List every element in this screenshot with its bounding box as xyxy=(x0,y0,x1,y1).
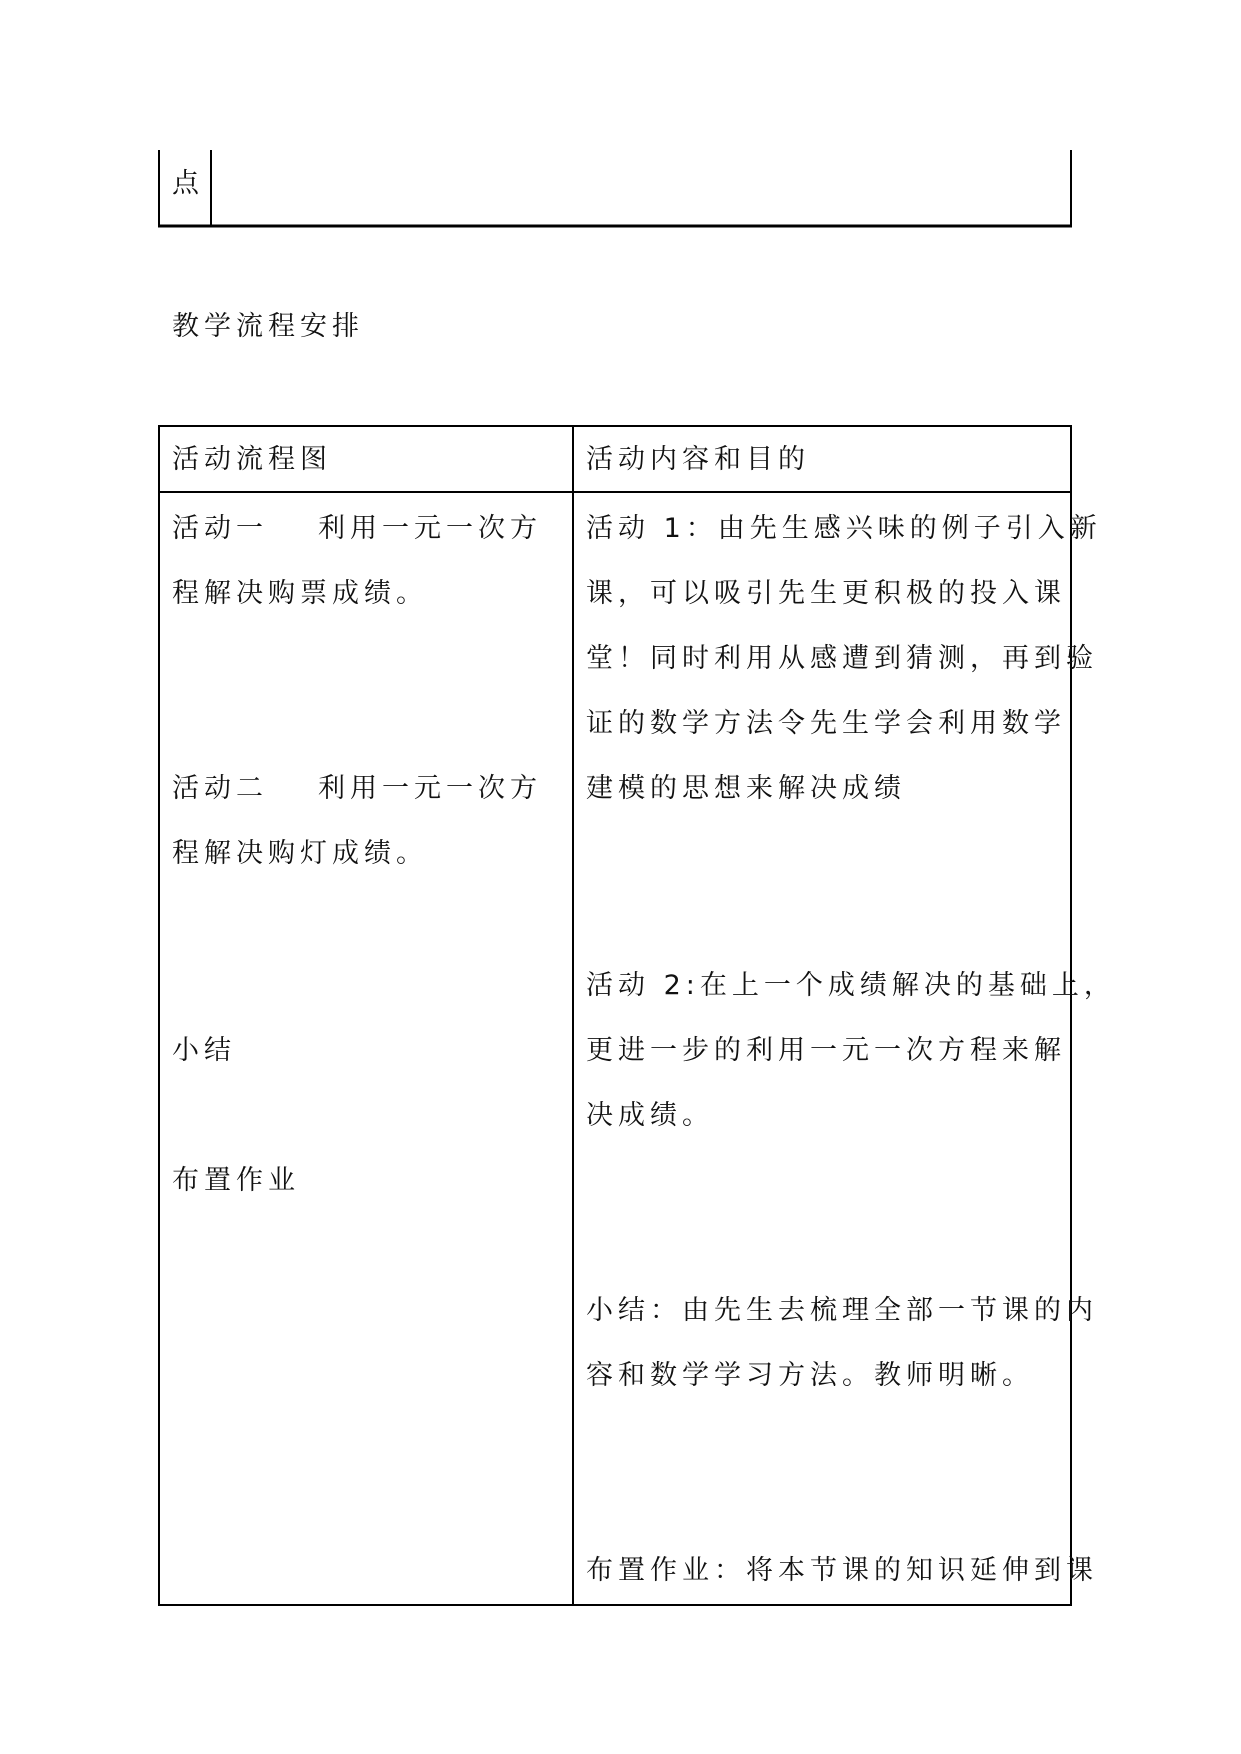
content-line: 建模的思想来解决成绩 xyxy=(586,773,906,804)
content-line: 更进一步的利用一元一次方程来解 xyxy=(586,1035,1066,1066)
content-line: 课，可以吸引先生更积极的投入课 xyxy=(586,578,1066,609)
content-line: 堂！同时利用从感遭到猜测，再到验 xyxy=(586,643,1098,674)
homework-label: 布置作业 xyxy=(172,1165,300,1196)
summary-label: 小结 xyxy=(172,1035,236,1066)
activity-two-desc: 利用一元一次方 xyxy=(318,773,542,804)
content-line: 布置作业：将本节课的知识延伸到课 xyxy=(586,1555,1098,1586)
header-flow-chart: 活动流程图 xyxy=(172,444,332,475)
activity-one-line2: 程解决购票成绩。 xyxy=(172,578,428,609)
activity-two-line1 xyxy=(172,773,542,805)
content-line: 活动 1：由先生感兴味的例子引入新 xyxy=(586,513,1102,544)
activity-one-line1 xyxy=(172,513,542,545)
content-line: 活动 2:在上一个成绩解决的基础上， xyxy=(586,970,1116,1001)
content-line: 容和数学学习方法。教师明晰。 xyxy=(586,1360,1034,1391)
activity-two-label: 活动二 xyxy=(172,773,268,804)
top-table-cell-text: 点 xyxy=(172,168,204,199)
content-line: 决成绩。 xyxy=(586,1100,714,1131)
content-line: 证的数学方法令先生学会利用数学 xyxy=(586,708,1066,739)
section-heading: 教学流程安排 xyxy=(172,311,364,342)
header-content-purpose: 活动内容和目的 xyxy=(586,444,810,475)
activity-one-label: 活动一 xyxy=(172,513,268,544)
content-line: 小结：由先生去梳理全部一节课的内 xyxy=(586,1295,1098,1326)
activity-two-line2: 程解决购灯成绩。 xyxy=(172,838,428,869)
activity-one-desc: 利用一元一次方 xyxy=(318,513,542,544)
